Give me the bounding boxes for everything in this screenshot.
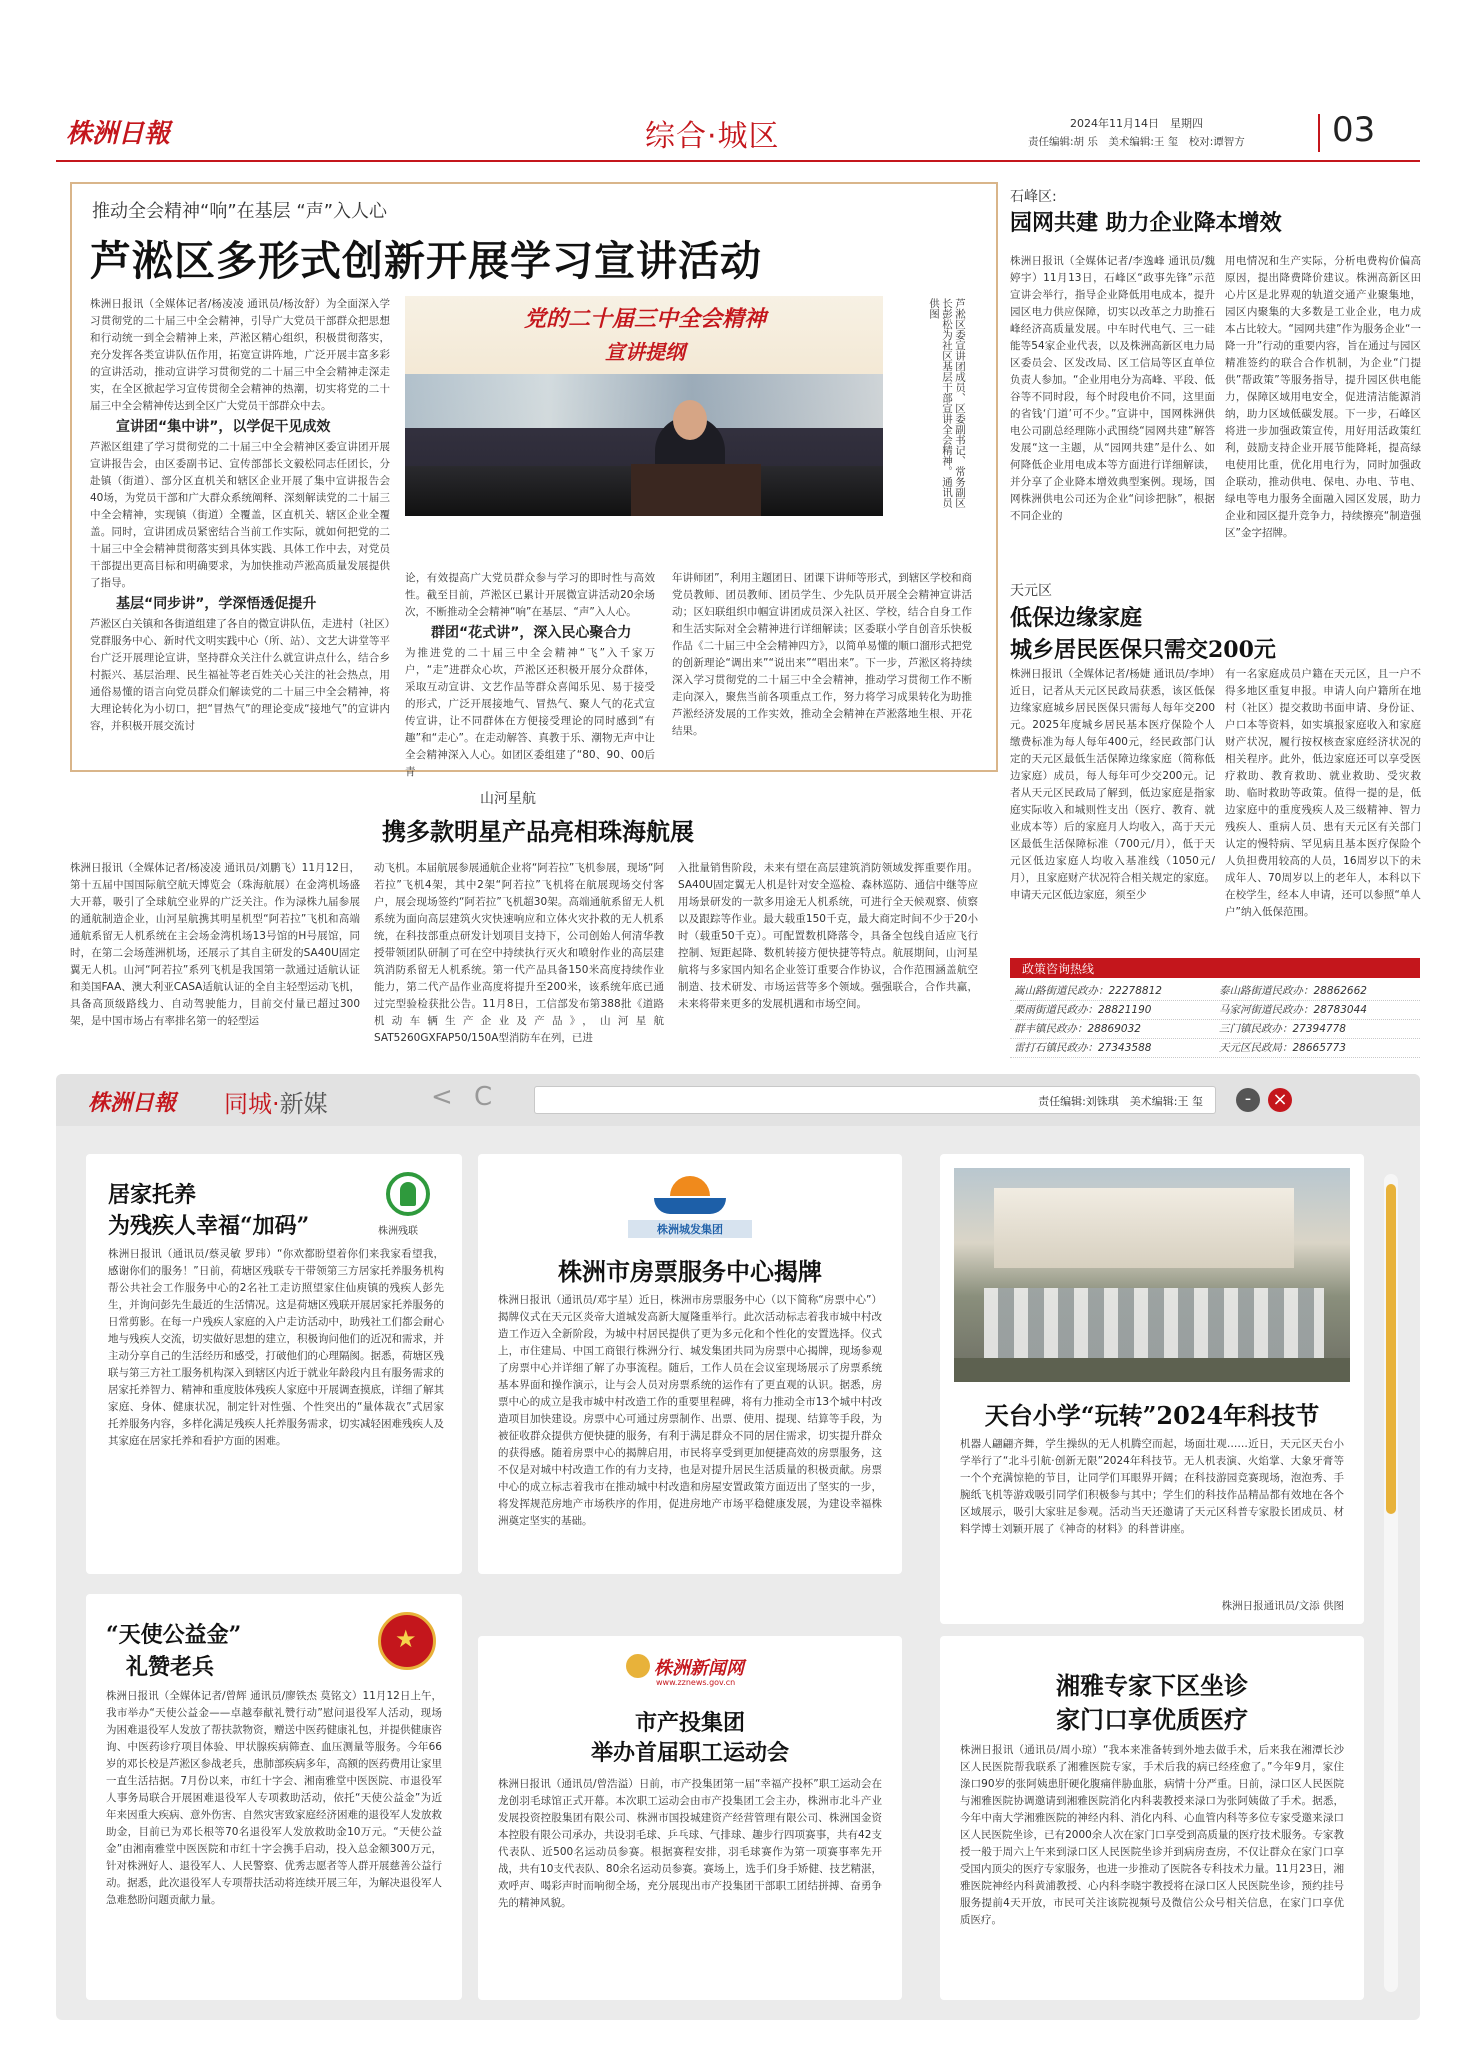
card6-title-1: 湘雅专家下区坐诊 xyxy=(1056,1671,1248,1700)
masthead-divider xyxy=(1318,114,1320,152)
card3-title: 天台小学“玩转”2024年科技节 xyxy=(984,1401,1320,1430)
address-bar-text: 责任编辑:刘铢琪 美术编辑:王 玺 xyxy=(1038,1095,1203,1108)
chengfa-logo-wave-icon xyxy=(654,1198,726,1214)
science-festival-photo xyxy=(954,1168,1350,1382)
card5-body xyxy=(498,1776,882,1996)
lead-subhead-3: 群团“花式讲”，深入民心聚合力 xyxy=(431,625,632,641)
shifeng-col1-para: 株洲日报讯（全媒体记者/李逸峰 通讯员/魏婷宇）11月13日，石峰区“政事先锋”示范宣讲会举行，指导企业降低用电成本，提升园区电力供应保障，切实以改革之力助推石峰经济高质量发展。中车时代电气、三一硅能等54家企业代表，以及株洲高新区电力局区委员会、区发改局、区工信局等区直单位负责人参加。“企业用电分为高峰、平段、低谷等不同时段，每个时段电价不同，这里面的省钱‘门道’可不少。”宣讲中，国网株洲供电公司副总经理陈小武围绕“园网共建”解答发展“这一主题，从“园网共建”是什么、如何降低企业用电成本等方面进行详细解读，并分享了企业降本增效典型案例。现场，国网株洲供电公司还为企业“问诊把脉”，根据不同企业的 xyxy=(1010,255,1215,522)
hotline-cell: 群丰镇民政办：28869032 xyxy=(1014,1023,1141,1035)
veterans-star-icon: ★ xyxy=(395,1625,417,1653)
tianyuan-column-1 xyxy=(1010,666,1215,948)
hotline-cell: 栗雨街道民政办：28821190 xyxy=(1014,1004,1152,1016)
lead-photo xyxy=(405,296,883,516)
lead-column-1 xyxy=(90,296,390,766)
hanghang-column-3 xyxy=(678,860,978,1053)
photo-banner xyxy=(405,296,883,428)
shifeng-column-2 xyxy=(1225,253,1421,578)
lead-subhead-2: 基层“同步讲”，学深悟透促提升 xyxy=(116,596,317,612)
tongcheng-logo: 株洲日報 xyxy=(88,1090,177,1116)
hotline-cell: 马家河街道民政办：28783044 xyxy=(1219,1004,1367,1016)
photo-banner-subtitle: 宣讲提纲 xyxy=(605,340,685,364)
hanghang-column-2 xyxy=(374,860,664,1053)
zznews-logo-icon xyxy=(626,1654,650,1678)
tianyuan-headline-1: 低保边缘家庭 xyxy=(1010,605,1143,631)
hanghang-col1-para: 株洲日报讯（全媒体记者/杨凌凌 通讯员/刘鹏飞）11月12日，第十五届中国国际航空航天博览会（珠海航展）在金湾机场盛大开幕，吸引了全球航空业界的广泛关注。作为渌株九届参展的通航制造企业，山河星航携其明星机型“阿若拉”飞机和高端通航系留无人机系统在主会场金湾机场13号馆的H号展馆，同时，在第二会场莲洲机场，还展示了其自主研发的SA40U固定翼无人机。山河“阿若拉”系列飞机是我国第一款通过适航认证和美国FAA、澳大利亚CASA适航认证的全自主轻型运动飞机，具备高顶级路线力、自动驾驶能力，目前交付量已超过300架，是中国市场占有率排名第一的轻型运 xyxy=(70,862,360,1027)
masthead-section xyxy=(645,111,780,155)
card4-title-1: “天使公益金” xyxy=(106,1622,242,1648)
photo-ground xyxy=(954,1358,1350,1382)
lead-para-2: 芦淞区组建了学习贯彻党的二十届三中全会精神区委宣讲团开展宣讲报告会，由区委副书记、宣传部部长文毅松同志任团长，分赴镇（街道）、部分区直机关和辖区企业开展了集中宣讲报告会40场，为党员干部和广大群众系统阐释、深刻解读党的二十届三中全会精神，实现镇（街道）全覆盖，区直机关、辖区企业全覆盖。同时，宣讲团成员紧密结合当前工作实际，就如何把党的二十届三中全会精神贯彻落实到具体实践、具体工作中去，对党员干部提出更高目标和明确要求，为加快推动芦淞高质量发展提供了指导。 xyxy=(90,441,390,589)
hanghang-col2-para: 动飞机。本届航展参展通航企业将“阿若拉”飞机参展，现场“阿若拉”飞机4架，其中2架“阿若拉”飞机将在航展现场交付客户，展会现场签约“阿若拉”飞机超30架。高端通航系留无人机系统为面向高层建筑火灾快速响应和立体火灾扑救的无人机系统，在科技部重点研发计划项目支持下，公司创始人何清华教授带领团队研制了可在空中持续执行灭火和喷射作业的高层建筑消防系留无人机系统。第一代产品具备150米高度持续作业能力，第二代产品作业高度将提升至200米，该系统年底已通过完型验检获批公告。11月8日，工信部发布第388批《道路机动车辆生产企业及产品》，山河星航SAT5260GXFAP50/150A型消防车在列，已进 xyxy=(374,862,664,1044)
card4-title-2: 礼赞老兵 xyxy=(126,1654,215,1680)
tongcheng-header xyxy=(56,1074,1420,1126)
card4-body xyxy=(106,1688,442,1992)
card3-body-text: 机器人翩翩齐舞，学生操纵的无人机腾空而起，场面壮观……近日，天元区天台小学举行了“北斗引航·创新无限”2024年科技节。无人机表演、火焰掌、大象牙膏等一个个充满惊艳的节目，让同学们耳眼界开阔；在科技游园竞赛现场，泡泡秀、手腕纸飞机等游戏吸引同学们积极参与其中；学生们的科技作品精品都有效地在各个区域展示，吸引大家驻足参观。活动当天还邀请了天元区科普专家股长团成员、材料学博士刘颖开展了《神奇的材料》的科普讲座。 xyxy=(960,1438,1344,1535)
lead-column-2 xyxy=(405,570,655,778)
lead-headline: 芦淞区多形式创新开展学习宣讲活动 xyxy=(90,237,762,285)
zznews-logo-url: www.zznews.gov.cn xyxy=(656,1678,736,1687)
photo-banner-title: 党的二十届三中全会精神 xyxy=(523,306,766,332)
card2-body-text: 株洲日报讯（通讯员/邓宇星）近日，株洲市房票服务中心（以下简称“房票中心”）揭牌仪式在天元区炎帝大道城发高新大厦隆重举行。此次活动标志着我市城中村改造工作迈入全新阶段，为城中村居民提供了更为多元化和个性化的安置选择。仪式上，市住建局、中国工商银行株洲分行、城发集团共同为房票中心揭牌，现场参观了房票中心并详细了解了办事流程。随后，工作人员在会议室现场展示了房票系统基本界面和操作演示，让与会人员对房票系统的运作有了更直观的认识。据悉，房票中心的成立是我市城中村改造工作的重要里程碑，将有力推动全市13个城中村改造项目加快建设。房票中心可通过房票制作、出票、使用、提现、结算等手段，为被征收群众提供方便快捷的服务，有利于满足群众不同的居住需求，切实提升群众的获得感。随着房票中心的揭牌启用，市民将享受到更加便捷高效的房票服务，这不仅是对城中村改造工作的有力支持，也是对提升居民生活质量的积极贡献。房票中心的成立标志着我市在推动城中村改造和房屋安置政策方面迈出了坚实的一步，将发挥规范房地产市场秩序的作用，促进房地产市场平稳健康发展，为建设幸福株洲奠定坚实的基础。 xyxy=(498,1294,882,1527)
hotline-cell: 天元区民政局：28665773 xyxy=(1219,1042,1346,1054)
minimize-button[interactable] xyxy=(1236,1088,1260,1112)
close-icon: × xyxy=(1272,1089,1288,1110)
hanghang-col3-para: 入批量销售阶段，未来有望在高层建筑消防领域发挥重要作用。SA40U固定翼无人机是针对安全巡检、森林巡防、通信中继等应用场景研发的一款多用途无人机系统，可进行全天候观察、侦察以及跟踪等作业。最大载重150千克，最大商定时间不少于20小时（载重50千克）。可配置数机降落令，具备全包线自适应飞行控制、短距起降、数机转接方便快捷等特点。航展期间，山河星航将与多家国内知名企业签订重要合作协议，合作范围涵盖航空制造、技术研发、市场运营等多个领域。强强联合，合作共赢，未来将带来更多的发展机遇和市场空间。 xyxy=(678,862,978,1010)
card6-title-2: 家门口享优质医疗 xyxy=(1056,1705,1248,1734)
tongcheng-title-2: 新媒 xyxy=(279,1090,328,1118)
card3-body xyxy=(960,1436,1344,1592)
lead-para-3: 芦淞区白关镇和各街道组建了各自的微宣讲队伍，走进村（社区）党群服务中心、新时代文明实践中心（所、站）、文艺大讲堂等平台广泛开展理论宣讲，坚持群众关注什么就宣讲点什么，结合乡村振兴、基层治理、民生福祉等老百姓关心关注的社会热点，用通俗易懂的语言向党员群众们解读党的二十届三中全会精神，将大理论转化为小切口，把“冒热气”的理论变成“接地气”的宣讲内容，并积极开展交流讨 xyxy=(90,618,390,732)
card5-title-1: 市产投集团 xyxy=(634,1710,745,1736)
nav-back-icon[interactable]: < xyxy=(431,1082,453,1112)
card1-body xyxy=(108,1246,444,1566)
masthead-editors: 责任编辑:胡 乐 美术编辑:王 玺 校对:谭智方 xyxy=(1028,136,1245,148)
shifeng-col2-para: 用电情况和生产实际，分析电费构价偏高原因，提出降费降价建议。株洲高新区田心片区是北界观的轨道交通产业聚集地，园区内聚集的大多数是工业企业，电力成本占比较大。“园网共建”作为服务企业“一降一升”行动的重要内容，旨在通过与园区精准签约的联合合作机制，为企业“门提供”帮政策”等服务指导，提升园区供电能力，保障区域用电安全，促进清洁能源消纳，助力区域低碳发展。下一步，石峰区将进一步加强政策宣传，用好用活政策红利，鼓励支持企业开展节能降耗，提高绿电使用比重，优化用电行为，同时加强政企联动，推动供电、保电、办电、节电、绿电等电力服务全面融入园区发展，助力企业和园区提升竞争力，持续擦亮“制造强区”金字招牌。 xyxy=(1225,255,1421,539)
hotline-row xyxy=(1010,982,1420,1001)
tianyuan-column-2 xyxy=(1225,666,1421,948)
card-house-ticket[interactable] xyxy=(478,1154,902,1574)
lead-kicker: 推动全会精神“响”在基层 “声”入人心 xyxy=(92,201,388,222)
photo-speaker-face xyxy=(673,400,707,440)
card1-logo-label: 株洲残联 xyxy=(378,1226,418,1237)
section-title: 综合·城区 xyxy=(645,119,780,154)
nav-reload-icon[interactable]: C xyxy=(474,1082,493,1112)
photo-skyline xyxy=(405,374,883,428)
hanghang-kicker: 山河星航 xyxy=(480,791,536,807)
hanghang-column-1 xyxy=(70,860,360,1053)
card6-body xyxy=(960,1742,1344,1992)
card-science-festival[interactable] xyxy=(940,1154,1364,1624)
card1-body-text: 株洲日报讯（通讯员/蔡灵敏 罗玮）“你欢都盼望着你们来我家看望我，感谢你们的服务！”日前，荷塘区残联专干带领第三方居家托养服务机构帮公共社会工作服务中心的2名社工走访照望家住仙庾镇的残疾人彭先生，并询问彭先生最近的生活情况。这是荷塘区残联开展居家托养服务的日常剪影。在每一户残疾人家庭的入户走访活动中，助残社工们都会耐心地与残疾人交流，切实做好思想的建立，积极询问他们的近况和需求，并主动分享自己的生活经历和感受，打破他们的心理隔阂。据悉，荷塘区残联与第三方社工服务机构深入到辖区内近于就业年龄段内且有服务需求的居家托养智力、精神和重度肢体残疾人家庭中开展调查摸底，详细了解其家庭、身体、健康状况，制定针对性强、个性突出的“量体裁衣”式居家托养服务内容，多样化满足残疾人托养服务需求，切实减轻困难残疾人及其家庭在居家托养和看护方面的困难。 xyxy=(108,1248,444,1447)
veterans-affairs-logo xyxy=(378,1612,436,1670)
card3-credit: 株洲日报通讯员/文添 供图 xyxy=(1221,1600,1344,1612)
card-xiangya-experts[interactable] xyxy=(940,1636,1364,2000)
shifeng-kicker: 石峰区: xyxy=(1010,189,1057,205)
zznews-logo-text: 株洲新闻网 xyxy=(654,1658,744,1679)
hotline-cell: 雷打石镇民政办：27343588 xyxy=(1014,1042,1152,1054)
card5-title-2: 举办首届职工运动会 xyxy=(590,1740,789,1766)
card-angel-fund[interactable] xyxy=(86,1594,462,2000)
card5-body-text: 株洲日报讯（通讯员/曾浩溢）日前，市产投集团第一届“幸福产投杯”职工运动会在龙创羽毛球馆正式开幕。本次职工运动会由市产投集团工会主办，株洲市北斗产业发展投资控股集团有限公司、株洲市国投城建资产经营管理有限公司、株洲国金资本控股有限公司承办，共设羽毛球、乒乓球、气排球、趣步行四项赛事，共有42支代表队、近500名运动员参赛。根据赛程安排，羽毛球赛作为第一项赛事率先开战，共有10支代表队、80余名运动员参赛。赛场上，选手们身手矫健、技艺精湛，欢呼声、喝彩声时而响彻全场，充分展现出市产投集团干部职工团结拼搏、奋勇争先的精神风貌。 xyxy=(498,1778,882,1909)
lead-column-3 xyxy=(672,570,972,765)
minimize-icon: - xyxy=(1244,1088,1252,1109)
page-number: 03 xyxy=(1332,110,1376,150)
lead-photo-caption: 芦淞区委宣讲团成员、区委副书记、常务副区长彭松为社区基层干部宣讲全会精神。通讯员供图 xyxy=(928,298,966,508)
lead-para-1: 株洲日报讯（全媒体记者/杨凌凌 通讯员/杨汝舒）为全面深入学习贯彻党的二十届三中全会精神，引导广大党员干部群众把思想和行动统一到全会精神上来，芦淞区精心组织，积极贯彻落实，充分发挥各类宣讲队伍作用，拓宽宣讲阵地，广泛开展丰富多彩的宣讲活动，推动宣讲学习贯彻党的二十届三中全会精神走深走实，在全区掀起学习宣传贯彻全会精神的热潮，切实将党的二十届三中全会精神传达到全区广大党员干部群众中去。 xyxy=(90,298,390,412)
tianyuan-col1-para: 株洲日报讯（全媒体记者/杨婕 通讯员/李坤）近日，记者从天元区民政局获悉，该区低保边缘家庭城乡居民医保只需每人每年交200元。2025年度城乡居民基本医疗保险个人缴费标准为每人每年400元，经民政部门认定的天元区最低生活保障边缘家庭（简称低边家庭）成员，每人每年可少交200元。记者从天元区民政局了解到，低边家庭是指家庭实际收入和城则性支出（医疗、教育、就业成本等）后的家庭月人均收入，高于天元区最低生活保障标准（700元/月），低于天元区低边家庭人均收入基准线（1050元/月），且家庭财产状况符合相关规定的家庭。申请天元区低边家庭，须至少 xyxy=(1010,668,1215,901)
shifeng-headline: 园网共建 助力企业降本增效 xyxy=(1010,210,1282,236)
card1-title-2: 为残疾人幸福“加码” xyxy=(108,1213,310,1239)
hotline-cell: 嵩山路街道民政办：22278812 xyxy=(1014,985,1162,997)
shifeng-column-1 xyxy=(1010,253,1215,578)
hotline-cell: 泰山路街道民政办：28862662 xyxy=(1219,985,1367,997)
masthead-rule xyxy=(56,160,1420,162)
lead-col2-para-1: 论，有效提高广大党员群众参与学习的即时性与高效性。截至目前，芦淞区已累计开展微宣讲活动20余场次，不断推动全会精神“响”在基层、“声”入人心。 xyxy=(405,572,655,618)
tongcheng-title xyxy=(224,1084,328,1119)
hotline-title: 政策咨询热线 xyxy=(1022,962,1095,976)
card4-body-text: 株洲日报讯（全媒体记者/曾辉 通讯员/廖铁杰 莫铭文）11月12日上午，我市举办“天使公益金——卓越奉献礼赞行动”慰问退役军人活动，现场为困难退役军人发放了帮扶款物资，赠送中医药健康礼包，并提供健康咨询、中医药诊疗项目体验、甲状腺疾病筛查、血压测量等服务。今年66岁的邓长校是芦淞区参战老兵，患肺部疾病多年，高额的医药费用让家里一直生活拮据。7月份以来，市红十字会、湘南雅堂中医医院、市退役军人事务局联合开展困难退役军人专项救助活动，依托“天使公益金”为近年来因重大疾病、意外伤害、自然灾害致家庭经济困难的退役军人发放救助金，目前已为邓长根等70名退役军人发放救助金10万元。“天使公益金”由湘南雅堂中医医院和市红十字会携手启动，投入总金额300万元，针对株洲好人、退役军人、人民警察、优秀志愿者等人群开展慈善公益行动。据悉，此次退役军人专项帮扶活动将连续开展三年，为解决退役军人急难愁盼问题贡献力量。 xyxy=(106,1690,442,1906)
card-sports-meet[interactable] xyxy=(478,1636,902,2000)
scrollbar-thumb[interactable] xyxy=(1386,1184,1396,1514)
hotline-table xyxy=(1010,982,1420,1060)
address-bar[interactable] xyxy=(534,1086,1216,1114)
chengfa-logo-sun-icon xyxy=(670,1176,710,1196)
card2-body xyxy=(498,1292,882,1568)
hotline-bar xyxy=(1010,958,1420,978)
masthead-date: 2024年11月14日 星期四 xyxy=(1070,117,1203,130)
card6-body-text: 株洲日报讯（通讯员/周小琼）“我本来准备转到外地去做手术，后来我在湘潭长沙区人民医院帮我联系了湘雅医院专家，手术后我的病已经痊愈了。”今年9月，家住淥口90岁的张阿姨患肝硬化腹痛伴胁血胀，病情十分严重。日前，渌口区人民医院与湘雅医院协调邀请到湘雅医院消化内科裴教授来渌口为张阿姨做了手术。据悉，今年中南大学湘雅医院的神经内科、消化内科、心血管内科等多位专家受邀来渌口区人民医院坐诊，已有2000余人次在家门口享受到高质量的医疗技术服务。专家教授一般于周六上午来到渌口区人民医院坐诊并到病房查房，不仅让群众在家门口享受国内顶尖的医疗专家服务，也进一步推动了医院各专科技术力量。11月23日，湘雅医院神经内科黄浦教授、心内科李晓宇教授将在渌口区人民医院坐诊，预约挂号服务提前4天开放，市民可关注该院视频号及微信公众号相关信息，在家门口享优质医疗。 xyxy=(960,1744,1344,1926)
photo-performers xyxy=(984,1288,1324,1358)
zznews-logo xyxy=(626,1652,766,1692)
lead-col2-para-2: 为推进党的二十届三中全会精神“飞”入千家万户，“走”进群众心坎，芦淞区还积极开展分众群体，采取互动宣讲、文艺作品等群众喜闻乐见、易于接受的形式，广泛开展接地气、冒热气、聚人气的花式宣传宣讲，让不同群体在方便接受理论的同时感到“有趣”和“走心”。在走动解答、真教于乐、潮物无声中让全会精神深入人心。如团区委组建了“80、90、00后青 xyxy=(405,647,655,778)
logo-figure-icon xyxy=(400,1182,416,1206)
tianyuan-col2-para: 有一名家庭成员户籍在天元区，且一户不得多地区重复申报。申请人向户籍所在地村（社区）提交救助书面申请、身份证、户口本等资料，如实填报家庭收入和家庭财产状况，履行按权核查家庭经济状况的相关程序。此外，低边家庭还可以享受医疗救助、教育救助、就业救助、受灾救助、临时救助等政策。值得一提的是，低边家庭中的重度残疾人及三级精神、智力残疾人、重病人员、患有天元区有关部门认定的慢特病、罕见病且基本医疗保险个人负担费用较高的人员，16周岁以下的未成年人、70周岁以上的老年人，本科以下在校学生，经本人申请，还可以参照“单人户”纳入低保范围。 xyxy=(1225,668,1421,918)
tianyuan-kicker: 天元区 xyxy=(1010,583,1052,599)
close-button[interactable] xyxy=(1268,1088,1292,1112)
lead-col3-para: 年讲师团”，利用主题团日、团课下讲师等形式，到辖区学校和商党员教师、团员教师、团员学生、少先队员开展全会精神宣讲活动；区妇联组织巾帼宣讲团成员深入社区、学校，结合自身工作和生活实际对全会精神进行详细解读；区委联小学自创音乐快板作品《二十届三中全会精神四方》，以简单易懂的顺口溜形式把党的创新理论“调出来”“说出来”“唱出来”。下一步，芦淞区将持续深入学习贯彻党的二十届三中全会精神，推动学习贯彻工作不断走向深入，聚焦当前各项重点工作，努力将学习成果转化为助推芦淞经济发展的工作实效，推动全会精神在芦淞落地生根、开花结果。 xyxy=(672,572,972,737)
card1-title-1: 居家托养 xyxy=(108,1182,197,1208)
hotline-row xyxy=(1010,1020,1420,1039)
card2-logo-caption: 株洲城发集团 xyxy=(628,1220,752,1238)
hanghang-headline: 携多款明星产品亮相珠海航展 xyxy=(382,817,694,846)
hotline-row xyxy=(1010,1001,1420,1020)
masthead-logo: 株洲日報 xyxy=(66,119,171,149)
tongcheng-dot: · xyxy=(272,1090,280,1118)
card2-title: 株洲市房票服务中心揭牌 xyxy=(558,1257,822,1286)
lead-subhead-1: 宣讲团“集中讲”，以学促干见成效 xyxy=(116,419,331,435)
hotline-row xyxy=(1010,1039,1420,1058)
photo-podium xyxy=(631,464,761,516)
disability-federation-logo xyxy=(386,1172,430,1216)
photo-building xyxy=(994,1188,1294,1268)
tianyuan-headline-2: 城乡居民医保只需交200元 xyxy=(1010,637,1276,663)
chengfa-logo xyxy=(654,1176,726,1216)
hotline-cell: 三门镇民政办：27394778 xyxy=(1219,1023,1346,1035)
card-home-care[interactable] xyxy=(86,1154,462,1574)
tongcheng-title-1: 同城 xyxy=(224,1090,272,1118)
